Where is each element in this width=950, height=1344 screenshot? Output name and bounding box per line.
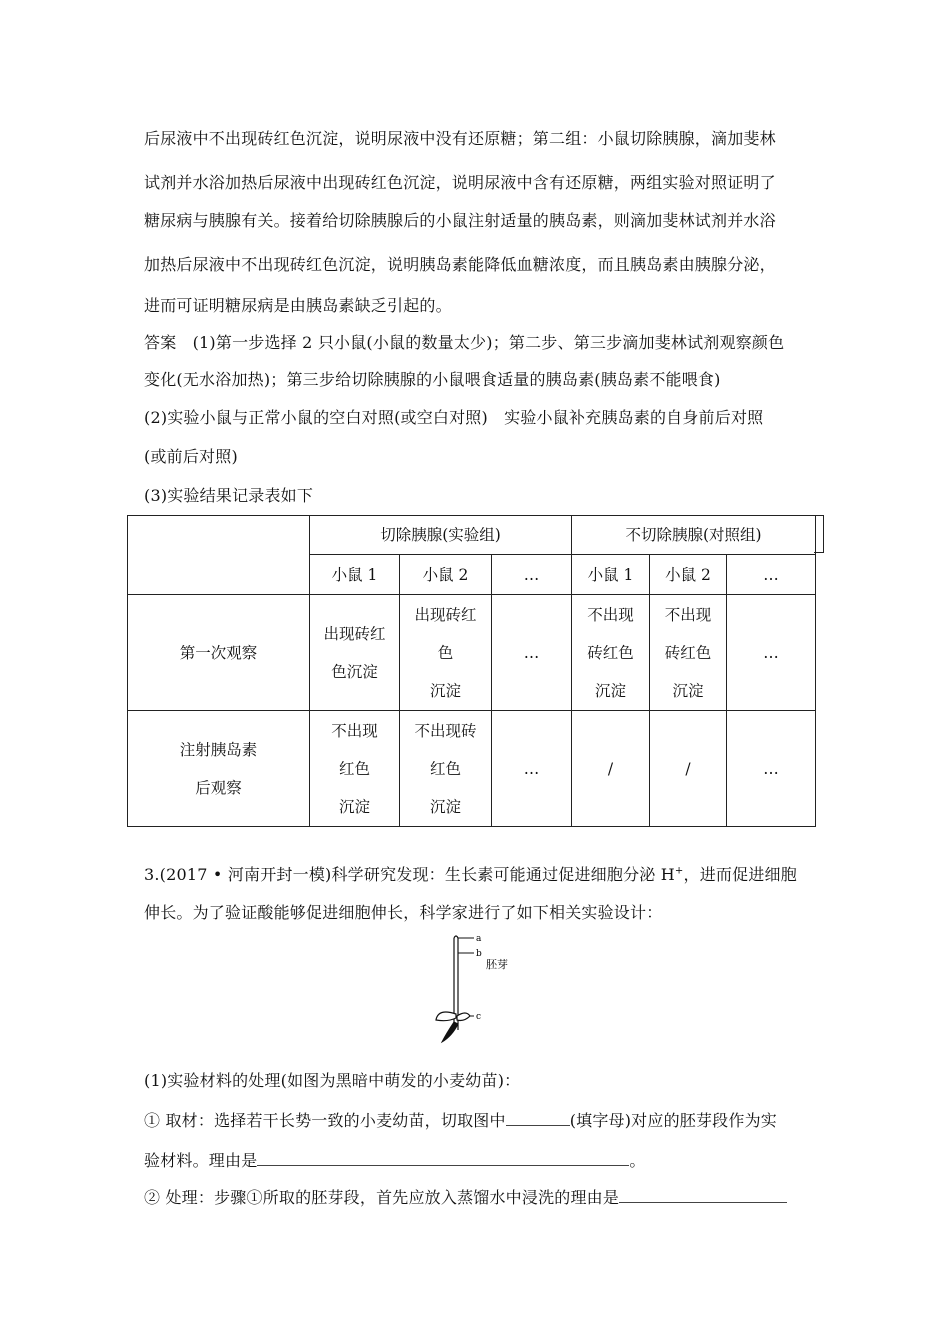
paragraph-line-5: 进而可证明糖尿病是由胰岛素缺乏引起的。 (144, 296, 452, 315)
superscript-plus: + (674, 865, 684, 877)
paragraph-line-2: 试剂并水浴加热后尿液中出现砖红色沉淀，说明尿液中含有还原糖，两组实验对照证明了 (144, 173, 776, 192)
label-a: a (476, 934, 482, 944)
subquestion-4: ② 处理：步骤①所取的胚芽段，首先应放入蒸馏水中浸洗的理由是 (144, 1185, 787, 1208)
row-label-after-insulin: 注射胰岛素 后观察 (128, 711, 310, 827)
coleoptile-tip (454, 936, 458, 938)
answer-line-3: (2)实验小鼠与正常小鼠的空白对照(或空白对照) 实验小鼠补充胰岛素的自身前后对照 (144, 408, 764, 427)
table-cell: 出现砖红 色 沉淀 (400, 595, 492, 711)
table-cell: 不出现 砖红色 沉淀 (650, 595, 727, 711)
header-control-group: 不切除胰腺(对照组) (572, 516, 816, 555)
results-table (127, 515, 816, 827)
header-mouse-2: 小鼠 2 (400, 555, 492, 595)
subquestion-1: (1)实验材料的处理(如图为黑暗中萌发的小麦幼苗)： (144, 1071, 521, 1090)
table-cell: / (572, 711, 650, 827)
header-ellipsis: … (492, 555, 572, 595)
answer-line-1: 答案 (1)第一步选择 2 只小鼠(小鼠的数量太少)；第二步、第三步滴加斐林试剂观察颜色 (144, 333, 785, 352)
table-cell-ellipsis: … (727, 711, 816, 827)
header-ellipsis-control: … (727, 555, 816, 595)
header-mouse-1-control: 小鼠 1 (572, 555, 650, 595)
table-cell-ellipsis: … (492, 711, 572, 827)
seed-shape (442, 1022, 458, 1042)
table-cell-ellipsis: … (727, 595, 816, 711)
paragraph-line-4: 加热后尿液中不出现砖红色沉淀，说明胰岛素能降低血糖浓度，而且胰岛素由胰腺分泌， (144, 255, 776, 274)
right-leaf (457, 1013, 470, 1021)
paragraph-line-1: 后尿液中不出现砖红色沉淀，说明尿液中没有还原糖；第二组：小鼠切除胰腺，滴加斐林 (144, 129, 776, 148)
subquestion-3: 验材料。理由是 。 (144, 1151, 646, 1170)
paragraph-line-3: 糖尿病与胰腺有关。接着给切除胰腺后的小鼠注射适量的胰岛素，则滴加斐林试剂并水浴 (144, 211, 776, 230)
header-mouse-2-control: 小鼠 2 (650, 555, 727, 595)
question3-line-1: 3.(2017 • 河南开封一模)科学研究发现：生长素可能通过促进细胞分泌 H+，进而促进细胞 (144, 865, 797, 884)
answer-blank-wash-reason[interactable] (619, 1188, 787, 1203)
header-mouse-1: 小鼠 1 (310, 555, 400, 595)
table-cell: 不出现 砖红色 沉淀 (572, 595, 650, 711)
table-cell: / (650, 711, 727, 827)
label-b: b (476, 949, 482, 959)
label-c: c (476, 1012, 482, 1022)
answer-line-4: (或前后对照) (144, 447, 238, 466)
table-corner-cell (128, 516, 310, 595)
answer-blank-reason[interactable] (257, 1151, 629, 1166)
answer-line-5: (3)实验结果记录表如下 (144, 486, 314, 505)
table-cell-ellipsis: … (492, 595, 572, 711)
table-cell: 出现砖红 色沉淀 (310, 595, 400, 711)
left-leaf (436, 1012, 456, 1021)
row-label-first-observation: 第一次观察 (128, 595, 310, 711)
table-cell: 不出现砖 红色 沉淀 (400, 711, 492, 827)
wheat-seedling-figure (430, 930, 530, 1045)
table-cell: 不出现 红色 沉淀 (310, 711, 400, 827)
header-experiment-group: 切除胰腺(实验组) (310, 516, 572, 555)
subquestion-2: ① 取材：选择若干长势一致的小麦幼苗，切取图中 (填字母)对应的胚芽段作为实 (144, 1111, 777, 1130)
table-header-edge (814, 515, 824, 553)
question3-line-2: 伸长。为了验证酸能够促进细胞伸长，科学家进行了如下相关实验设计： (144, 903, 663, 922)
label-coleoptile: 胚芽 (486, 958, 508, 971)
answer-line-2: 变化(无水浴加热)；第三步给切除胰腺的小鼠喂食适量的胰岛素(胰岛素不能喂食) (144, 370, 721, 389)
answer-blank-letters[interactable] (506, 1111, 570, 1126)
